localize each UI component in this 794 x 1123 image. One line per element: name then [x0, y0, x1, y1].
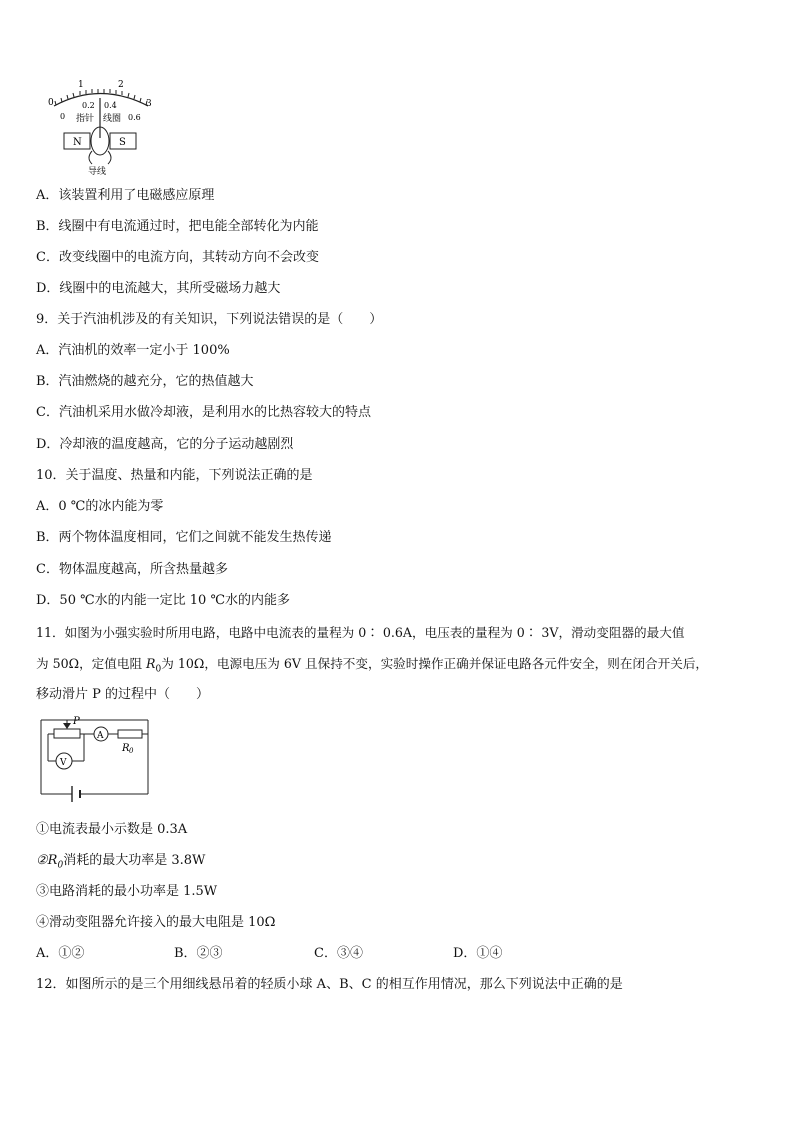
ammeter-label: A [97, 731, 104, 741]
q11-stem-line1: 11．如图为小强实验时所用电路，电路中电流表的量程为 0∶ 0.6A，电压表的量程为 0∶ 3V，滑动变阻器的最大值 [36, 625, 685, 640]
q11-choice-a: A．①② [36, 946, 85, 961]
coil-label: 线圈 [103, 114, 122, 124]
wire-right [108, 151, 111, 164]
scale-top-0: 0 [48, 98, 54, 108]
slider-label: P [73, 716, 80, 727]
q11-stem-line3: 移动滑片 P 的过程中（ ） [36, 687, 210, 702]
q11-choice-d: D．①④ [453, 946, 503, 961]
rheostat [54, 729, 80, 738]
scale-bottom-1: 0.2 [82, 101, 95, 110]
resistor-r0 [118, 730, 142, 738]
scale-top-1: 1 [78, 80, 84, 90]
r0-label: R [122, 743, 130, 754]
scale-top-3: 3 [146, 99, 152, 109]
q11-stem-line2 [36, 656, 708, 678]
q10-stem: 10．关于温度、热量和内能，下列说法正确的是 [36, 468, 313, 483]
slider-arrow [63, 723, 71, 729]
q11-var-sub: 0 [155, 664, 162, 675]
r0-label-sub: 0 [129, 747, 134, 755]
q9-stem: 9．关于汽油机涉及的有关知识，下列说法错误的是（ ） [36, 312, 383, 327]
q10-option-d: D．50 ℃水的内能一定比 10 ℃水的内能多 [36, 593, 290, 608]
q11-stem-text-a: 为 50Ω，定值电阻 [36, 656, 147, 671]
q11-s2-text: 消耗的最大功率是 3.8W [63, 853, 206, 868]
q11-statement-2 [36, 853, 205, 874]
scale-bottom-3: 0.6 [128, 113, 141, 122]
q11-stem-text-b: 为 10Ω，电源电压为 6V 且保持不变，实验时操作正确并保证电路各元件安全，则在闭合开关后， [161, 656, 709, 671]
pointer-label: 指针 [76, 114, 95, 124]
q9-option-a: A．汽油机的效率一定小于 100% [36, 343, 230, 358]
wire-label: 导线 [88, 167, 107, 176]
q9-option-b: B．汽油燃烧的越充分，它的热值越大 [36, 374, 254, 389]
q8-option-d: D．线圈中的电流越大，其所受磁场力越大 [36, 281, 281, 296]
q9-option-d: D．冷却液的温度越高，它的分子运动越剧烈 [36, 437, 294, 452]
voltmeter-label: V [60, 758, 67, 768]
q11-statement-4: ④滑动变阻器允许接入的最大电阻是 10Ω [36, 915, 276, 930]
magnet-n-label: N [73, 137, 82, 148]
magnet-s-label: S [119, 137, 126, 148]
q8-option-a: A．该装置利用了电磁感应原理 [36, 188, 215, 203]
q12-stem: 12．如图所示的是三个用细线悬吊着的轻质小球 A、B、C 的相互作用情况，那么下列说法中正确的是 [36, 977, 623, 992]
q11-statement-3: ③电路消耗的最小功率是 1.5W [36, 884, 218, 899]
galvanometer-figure [40, 76, 160, 176]
scale-bottom-0: 0 [60, 112, 66, 121]
q10-option-c: C．物体温度越高，所含热量越多 [36, 562, 228, 577]
q11-choice-c: C．③④ [314, 946, 363, 961]
q10-option-a: A．0 ℃的冰内能为零 [36, 499, 164, 514]
q11-s2-var: ②R [36, 853, 58, 868]
q11-s2-sub: 0 [57, 860, 64, 871]
q11-var-r: R [146, 656, 156, 671]
wire-left [89, 151, 92, 164]
q8-option-b: B．线圈中有电流通过时，把电能全部转化为内能 [36, 219, 319, 234]
scale-top-2: 2 [118, 80, 124, 90]
circuit-diagram [36, 714, 156, 804]
q10-option-b: B．两个物体温度相同，它们之间就不能发生热传递 [36, 530, 332, 545]
q11-choice-b: B．②③ [174, 946, 223, 961]
q11-statement-1: ①电流表最小示数是 0.3A [36, 822, 188, 837]
scale-arc [54, 94, 148, 107]
scale-bottom-2: 0.4 [104, 101, 117, 110]
q8-option-c: C．改变线圈中的电流方向，其转动方向不会改变 [36, 250, 319, 265]
q9-option-c: C．汽油机采用水做冷却液，是利用水的比热容较大的特点 [36, 405, 371, 420]
